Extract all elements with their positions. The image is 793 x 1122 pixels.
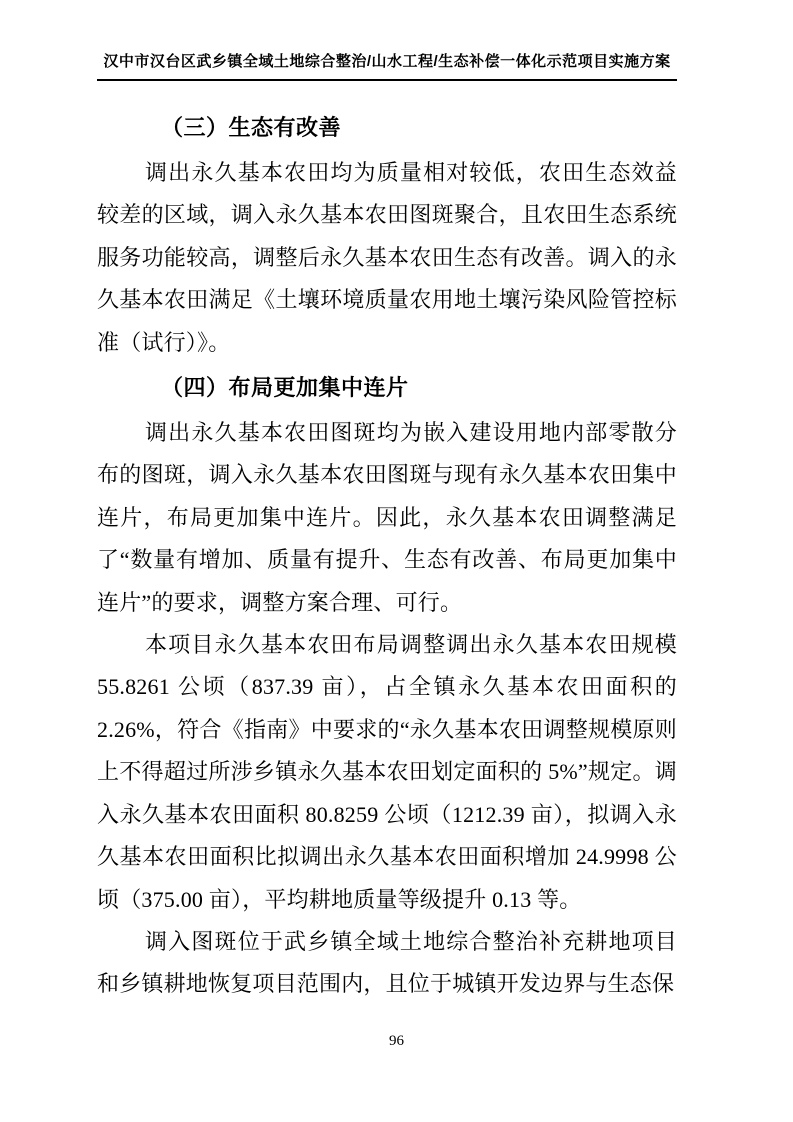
running-header: [97, 52, 677, 81]
paragraph: 调出永久基本农田图斑均为嵌入建设用地内部零散分布的图斑，调入永久基本农田图斑与现有永久基本农田集中连片，布局更加集中连片。因此，永久基本农田调整满足了“数量有增加、质量有提升、生态有改善、布局更加集中连片”的要求，调整方案合理、可行。: [97, 420, 677, 615]
document-body: [97, 104, 677, 1006]
page-number: 96: [389, 1033, 404, 1049]
section-heading-4: （四）布局更加集中连片: [161, 375, 409, 401]
paragraph: 调出永久基本农田均为质量相对较低，农田生态效益较差的区域，调入永久基本农田图斑聚合，且农田生态系统服务功能较高，调整后永久基本农田生态有改善。调入的永久基本农田满足《土壤环境质量农用地土壤污染风险管控标准（试行）》。: [97, 160, 677, 355]
paragraph: 本项目永久基本农田布局调整调出永久基本农田规模 55.8261 公顷（837.39 亩），占全镇永久基本农田面积的 2.26%，符合《指南》中要求的“永久基本农田调整规模原则上不得超过所涉乡镇永久基本农田划定面积的 5%”规定。调入永久基本农田面积 80.8259 公顷（1212.39 亩），拟调入永久基本农田面积比拟调出永久基本农田面积增加 24.9998 公顷（375.00 亩），平均耕地质量等级提升 0.13 等。: [97, 632, 677, 912]
section-heading-3: （三）生态有改善: [161, 115, 342, 140]
running-header-title: 汉中市汉台区武乡镇全域土地综合整治/山水工程/生态补偿一体化示范项目实施方案: [103, 53, 671, 70]
paragraph: 调入图斑位于武乡镇全域土地综合整治补充耕地项目和乡镇耕地恢复项目范围内，且位于城镇开发边界与生态保: [97, 928, 677, 997]
